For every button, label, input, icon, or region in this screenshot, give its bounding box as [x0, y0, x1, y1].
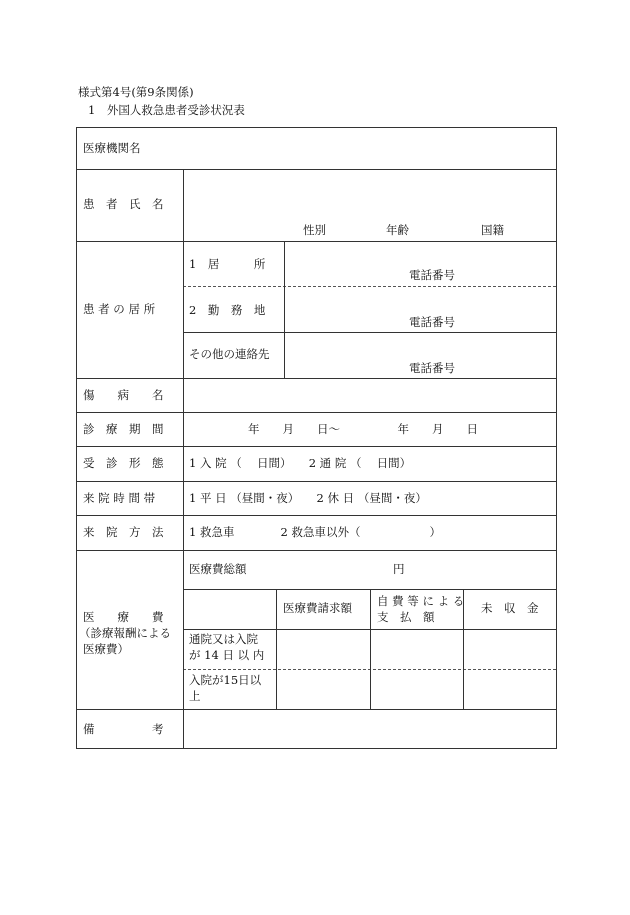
label-over-15-2: 上: [189, 689, 201, 703]
label-disease: 傷 病 名: [83, 388, 164, 402]
label-phone-other: 電話番号: [409, 361, 455, 375]
label-yen: 円: [393, 562, 405, 576]
label-patient-name: 患 者 氏 名: [83, 197, 164, 211]
row-divider: [77, 709, 556, 710]
label-within-14-2: が 14 日 以 内: [189, 648, 265, 662]
label-medical-cost-sub2: 医療費）: [83, 642, 129, 656]
col-header-claim: 医療費請求額: [283, 601, 352, 615]
row-divider: [77, 241, 556, 242]
label-medical-cost: 医 療 費: [83, 610, 164, 624]
label-total-cost: 医療費総額: [189, 562, 247, 576]
form-table: [76, 127, 557, 749]
row-divider: [77, 481, 556, 482]
row-divider: [77, 412, 556, 413]
value-period: 年 月 日〜 年 月 日: [248, 422, 478, 436]
value-visit-method: 1 救急車 2 救急車以外（ ）: [189, 525, 441, 539]
col-divider: [183, 709, 184, 749]
value-visit-time: 1 平 日 （昼間・夜） 2 休 日 （昼間・夜）: [189, 491, 427, 505]
label-institution: 医療機関名: [83, 141, 141, 155]
form-number: 様式第4号(第9条関係): [78, 85, 194, 99]
label-medical-cost-sub: （診療報酬による: [79, 626, 171, 640]
label-residence: 患 者 の 居 所: [83, 302, 156, 316]
col-header-unpaid: 未 収 金: [481, 601, 539, 615]
col-divider: [183, 169, 184, 709]
label-residence-other: その他の連絡先: [189, 347, 270, 361]
col-divider: [284, 241, 285, 378]
label-within-14-1: 通院又は入院: [189, 632, 258, 646]
label-residence-home: 1 居 所: [189, 257, 266, 271]
dashed-divider: [183, 286, 556, 287]
row-divider: [77, 169, 556, 170]
label-phone-work: 電話番号: [409, 315, 455, 329]
col-header-self-1: 自 費 等 に よ る: [377, 594, 465, 608]
col-divider: [276, 589, 277, 709]
label-phone-home: 電話番号: [409, 268, 455, 282]
row-divider: [77, 515, 556, 516]
row-divider: [183, 332, 556, 333]
label-visit-type: 受 診 形 態: [83, 456, 164, 470]
label-sex: 性別: [303, 223, 326, 237]
col-header-self-2: 支 払 額: [377, 610, 435, 624]
col-divider: [370, 589, 371, 709]
row-divider: [77, 446, 556, 447]
label-nationality: 国籍: [481, 223, 504, 237]
label-visit-time: 来 院 時 間 帯: [83, 491, 156, 505]
label-over-15-1: 入院が15日以: [189, 673, 262, 687]
label-period: 診 療 期 間: [83, 422, 164, 436]
row-divider: [77, 378, 556, 379]
label-residence-work: 2 勤 務 地: [189, 303, 266, 317]
form-title: 1 外国人救急患者受診状況表: [88, 103, 245, 117]
label-age: 年齢: [386, 223, 409, 237]
label-visit-method: 来 院 方 法: [83, 525, 164, 539]
label-remarks: 備 考: [83, 722, 164, 736]
value-visit-type: 1 入 院 （ 日間） 2 通 院 （ 日間）: [189, 456, 412, 470]
row-divider: [77, 550, 556, 551]
